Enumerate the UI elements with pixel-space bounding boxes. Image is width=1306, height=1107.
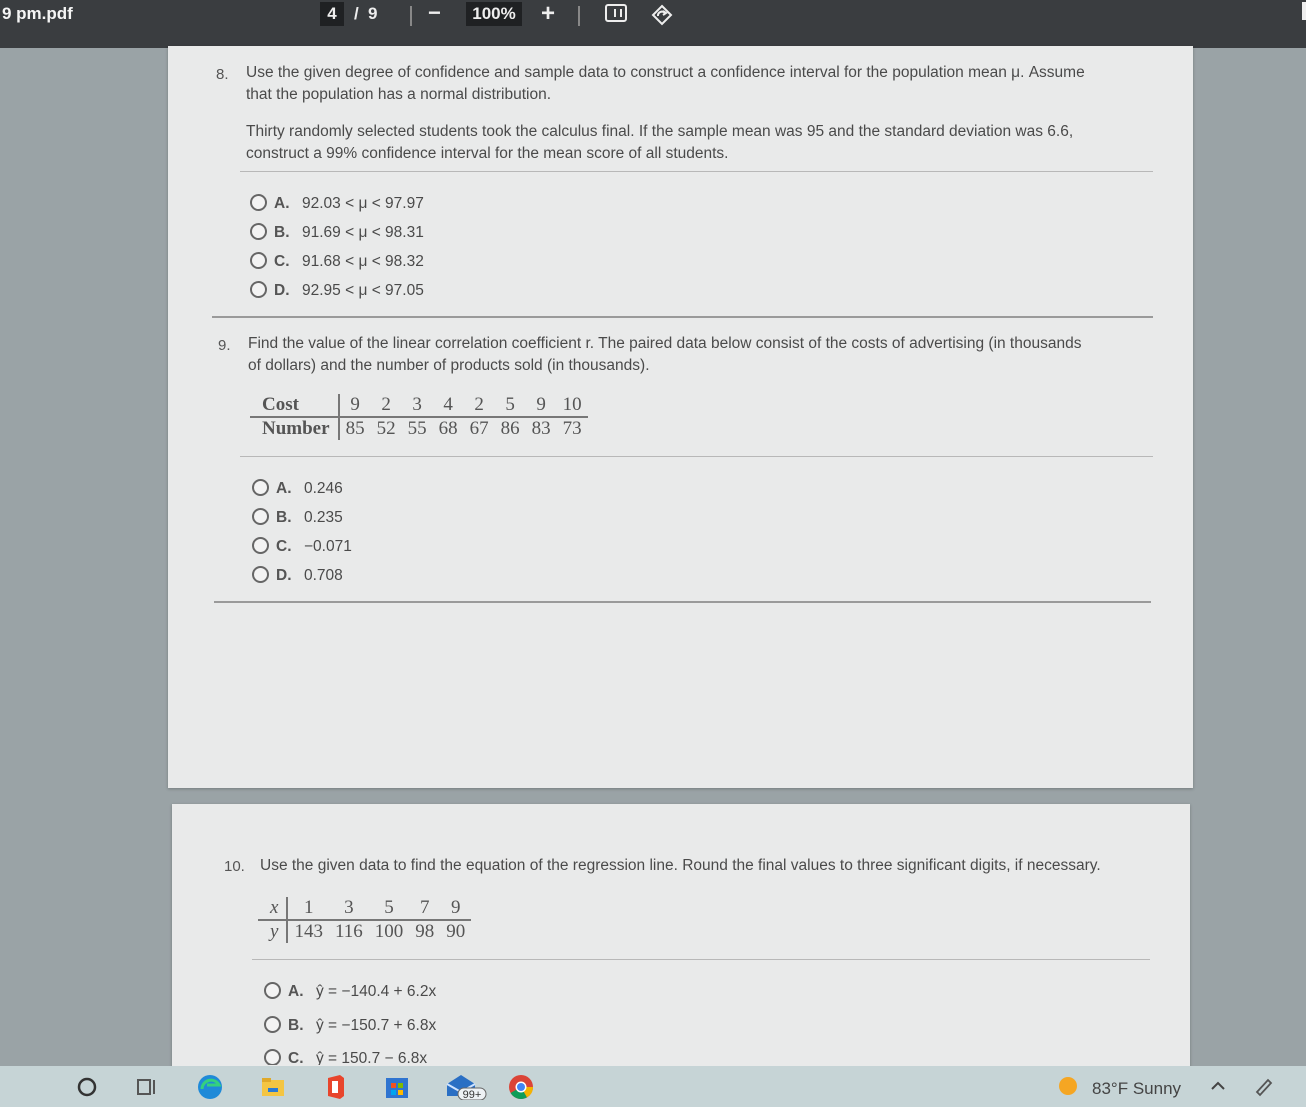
question-text: Find the value of the linear correlation coefficient r. The paired data below consist of the costs of advertising (in thousands <box>248 335 1082 352</box>
current-page-input[interactable]: 4 <box>320 2 344 26</box>
question-number: 10. <box>224 858 245 875</box>
table-cell: 98 <box>415 921 435 942</box>
radio-button[interactable] <box>252 537 269 554</box>
fit-to-page-icon[interactable] <box>605 4 627 22</box>
table-cell: 10 <box>557 394 588 417</box>
zoom-in-button[interactable]: + <box>541 0 556 27</box>
page-separator: / <box>354 4 359 23</box>
question-text: Thirty randomly selected students took the calculus final. If the sample mean was 95 and the standard deviation was 6.6, <box>246 123 1074 140</box>
question-divider <box>212 316 1153 318</box>
question-text: that the population has a normal distribution. <box>246 86 552 103</box>
radio-button[interactable] <box>252 479 269 496</box>
divider <box>240 456 1153 457</box>
table-cell: 5 <box>495 394 526 417</box>
radio-button[interactable] <box>264 982 281 999</box>
question-text: construct a 99% confidence interval for the mean score of all students. <box>246 145 729 162</box>
table-cell: 9 <box>440 897 471 920</box>
row-header: Cost <box>250 394 339 417</box>
edge-browser-icon[interactable] <box>195 1072 225 1100</box>
toolbar-divider <box>578 6 580 26</box>
pdf-toolbar <box>0 0 1306 48</box>
radio-button[interactable] <box>252 566 269 583</box>
choice-b[interactable]: B. ŷ = −150.7 + 6.8x <box>264 1016 436 1038</box>
divider <box>240 171 1153 172</box>
table-cell: 55 <box>407 418 427 439</box>
mail-icon[interactable] <box>444 1072 490 1100</box>
table-cell: 7 <box>409 897 440 920</box>
table-cell: 100 <box>374 921 404 942</box>
chevron-up-icon[interactable] <box>1208 1072 1228 1100</box>
windows-taskbar <box>0 1066 1306 1107</box>
table-row <box>258 897 471 920</box>
row-header: y <box>258 920 287 943</box>
table-cell: 90 <box>446 921 466 942</box>
table-cell: 9 <box>339 394 371 417</box>
data-table <box>258 897 471 943</box>
question-text: Use the given degree of confidence and sample data to construct a confidence interval for the population mean μ. Assume <box>246 64 1085 81</box>
mail-badge: 99+ <box>462 1089 482 1100</box>
chrome-icon[interactable] <box>506 1072 536 1100</box>
choice-b[interactable]: B. 0.235 <box>252 508 343 530</box>
question-divider <box>214 601 1151 603</box>
table-cell: 1 <box>287 897 329 920</box>
table-cell: 86 <box>500 418 520 439</box>
question-number: 8. <box>216 66 229 83</box>
table-cell: 3 <box>402 394 433 417</box>
radio-button[interactable] <box>264 1049 281 1065</box>
row-header: x <box>258 897 287 920</box>
choice-a[interactable]: A. ŷ = −140.4 + 6.2x <box>264 982 436 1004</box>
radio-button[interactable] <box>250 194 267 211</box>
choice-b[interactable]: B. 91.69 < μ < 98.31 <box>250 223 424 245</box>
weather-sun-icon[interactable] <box>1055 1072 1081 1100</box>
table-row <box>250 417 588 440</box>
table-cell: 85 <box>345 418 365 439</box>
choice-d[interactable]: D. 0.708 <box>252 566 343 588</box>
question-text: of dollars) and the number of products sold (in thousands). <box>248 357 650 374</box>
choice-a[interactable]: A. 92.03 < μ < 97.97 <box>250 194 424 216</box>
data-table <box>250 394 588 440</box>
table-cell: 67 <box>469 418 489 439</box>
table-cell: 2 <box>371 394 402 417</box>
choice-d[interactable]: D. 92.95 < μ < 97.05 <box>250 281 424 303</box>
table-cell: 3 <box>329 897 369 920</box>
table-cell: 5 <box>369 897 410 920</box>
task-view-icon[interactable] <box>132 1072 162 1100</box>
table-cell: 9 <box>526 394 557 417</box>
table-cell: 73 <box>562 418 582 439</box>
choice-c[interactable]: C. 91.68 < μ < 98.32 <box>250 252 424 274</box>
zoom-level-input[interactable]: 100% <box>466 2 522 26</box>
pen-icon[interactable] <box>1252 1072 1276 1100</box>
weather-text[interactable]: 83°F Sunny <box>1092 1079 1182 1098</box>
table-cell: 143 <box>294 921 323 942</box>
total-pages: 9 <box>368 4 378 23</box>
choice-c[interactable]: C. −0.071 <box>252 537 352 559</box>
table-cell: 52 <box>376 418 396 439</box>
file-title: 9 pm.pdf <box>2 4 73 23</box>
table-cell: 68 <box>438 418 458 439</box>
radio-button[interactable] <box>264 1016 281 1033</box>
table-cell: 2 <box>464 394 495 417</box>
zoom-out-button[interactable]: − <box>428 0 441 25</box>
divider <box>252 959 1150 960</box>
radio-button[interactable] <box>250 223 267 240</box>
table-row <box>250 394 588 417</box>
office-icon[interactable] <box>320 1072 350 1100</box>
table-row <box>258 920 471 943</box>
pdf-page <box>172 804 1190 1074</box>
choice-c[interactable]: C. ŷ = 150.7 − 6.8x <box>264 1049 427 1065</box>
choice-a[interactable]: A. 0.246 <box>252 479 343 501</box>
row-header: Number <box>250 417 339 440</box>
more-options-icon[interactable] <box>1302 2 1306 20</box>
pdf-page <box>168 46 1193 788</box>
question-number: 9. <box>218 337 231 354</box>
toolbar-divider <box>410 6 412 26</box>
radio-button[interactable] <box>250 252 267 269</box>
radio-button[interactable] <box>252 508 269 525</box>
store-icon[interactable] <box>382 1072 412 1100</box>
file-explorer-icon[interactable] <box>258 1072 288 1100</box>
rotate-icon[interactable] <box>650 3 674 27</box>
table-cell: 4 <box>433 394 464 417</box>
question-text: Use the given data to find the equation of the regression line. Round the final values to three significant digits, if necessary. <box>260 857 1101 874</box>
table-cell: 83 <box>531 418 551 439</box>
search-circle-icon[interactable] <box>72 1072 102 1100</box>
table-cell: 116 <box>334 921 363 942</box>
radio-button[interactable] <box>250 281 267 298</box>
